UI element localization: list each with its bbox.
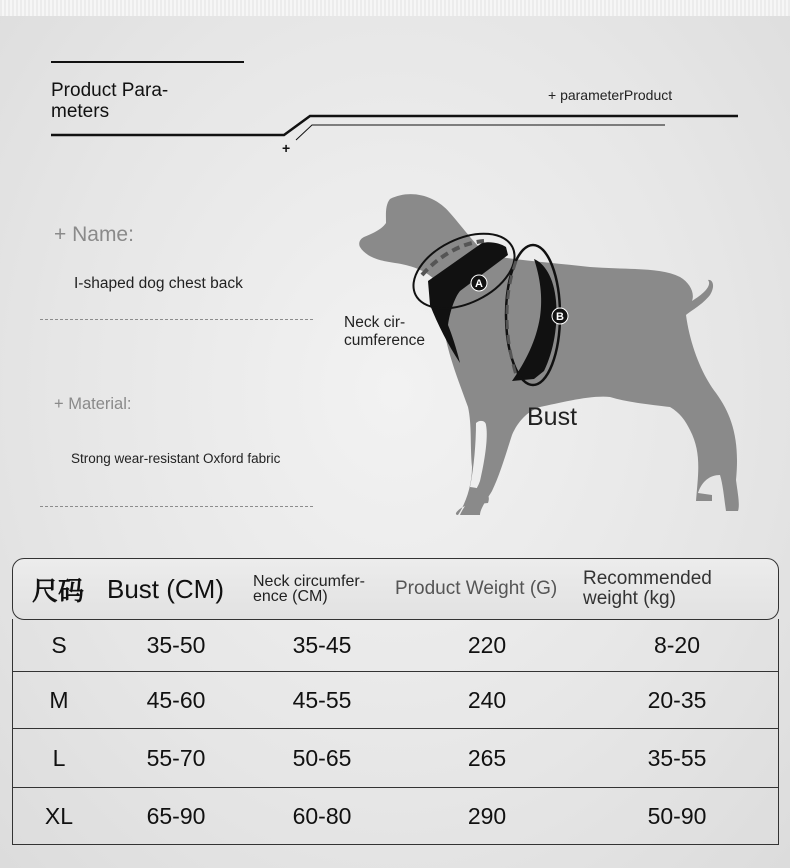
table-header-row (12, 558, 779, 620)
cell-neck: 60-80 (292, 802, 352, 829)
cell-bust: 65-90 (146, 802, 206, 829)
divider (40, 319, 313, 320)
cell-recommended-weight: 8-20 (653, 631, 701, 658)
marker-b (552, 308, 568, 324)
header-neck: Neck circumfer- ence (CM) (253, 573, 366, 605)
cell-product-weight: 265 (467, 744, 507, 771)
cell-bust: 45-60 (146, 686, 206, 713)
table-row (13, 729, 778, 788)
name-label: + Name: (54, 223, 134, 246)
dog-harness-illustration (340, 185, 760, 530)
table-row (13, 619, 778, 672)
bust-label: Bust (527, 403, 578, 431)
cell-neck: 35-45 (292, 631, 352, 658)
svg-text:B: B (556, 311, 564, 323)
marker-a (471, 275, 487, 291)
cell-neck: 45-55 (292, 686, 352, 713)
cell-size: XL (44, 802, 74, 829)
table-row (13, 788, 778, 845)
header-recommended-weight: Recommended weight (kg) (583, 568, 712, 609)
page-title: Product Para- meters (51, 80, 169, 122)
plus-mark: + (282, 140, 291, 156)
header-bust: Bust (CM) (107, 573, 224, 604)
cell-size: L (52, 744, 66, 771)
material-value: Strong wear-resistant Oxford fabric (71, 451, 281, 466)
cell-recommended-weight: 50-90 (647, 802, 707, 829)
cell-neck: 50-65 (292, 744, 352, 771)
svg-text:A: A (475, 278, 483, 290)
cell-product-weight: 290 (467, 802, 507, 829)
table-row (13, 672, 778, 729)
neck-circumference-label: Neck cir- cumference (344, 314, 425, 349)
cell-recommended-weight: 35-55 (647, 744, 707, 771)
cell-size: M (49, 686, 69, 713)
cell-bust: 55-70 (146, 744, 206, 771)
table-body (12, 619, 779, 845)
cell-recommended-weight: 20-35 (647, 686, 707, 713)
header-size: 尺码 (32, 575, 85, 606)
cell-bust: 35-50 (146, 631, 206, 658)
cell-product-weight: 220 (467, 631, 507, 658)
size-table (12, 558, 779, 845)
cell-size: S (51, 631, 67, 658)
cell-product-weight: 240 (467, 686, 507, 713)
page-subtitle: + parameterProduct (548, 87, 673, 103)
material-label: + Material: (54, 395, 132, 413)
name-value: I-shaped dog chest back (74, 275, 243, 292)
header-product-weight: Product Weight (G) (395, 578, 558, 599)
divider (40, 506, 313, 507)
